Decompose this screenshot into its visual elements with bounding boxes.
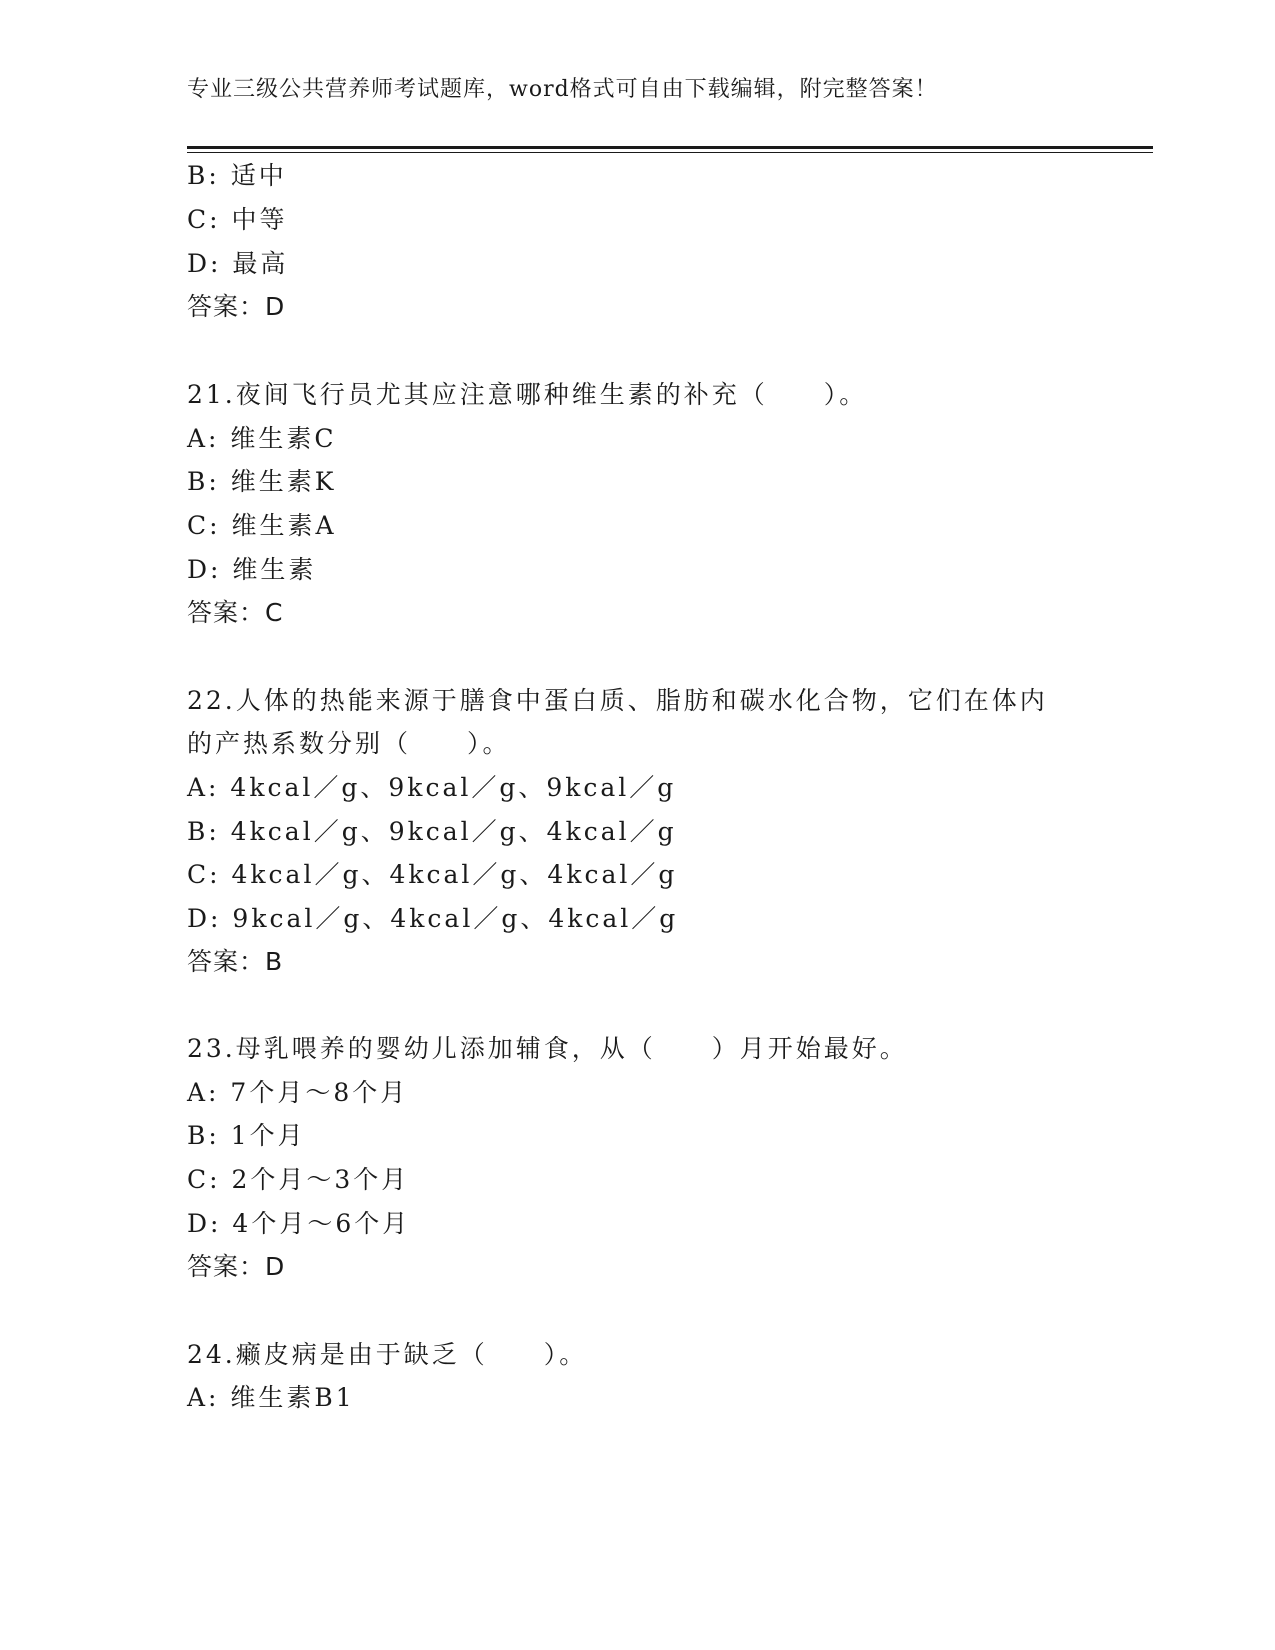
option-d: D: 4个月～6个月	[187, 1209, 411, 1238]
option-a: A: 维生素B1	[187, 1383, 355, 1412]
question-stem: 22.人体的热能来源于膳食中蛋白质、脂肪和碳水化合物，它们在体内	[187, 686, 1048, 715]
option-c: C: 维生素A	[187, 511, 337, 540]
option-b: B: 1个月	[187, 1121, 306, 1150]
option-c: C: 4kcal／g、4kcal／g、4kcal／g	[187, 860, 678, 889]
option-a: A: 7个月～8个月	[187, 1078, 409, 1107]
header-rule-thick	[187, 146, 1153, 149]
option-b: B: 适中	[187, 161, 287, 190]
option-d: D: 9kcal／g、4kcal／g、4kcal／g	[187, 904, 679, 933]
question-stem-continued: 的产热系数分别（ ）。	[187, 729, 511, 758]
option-d: D: 最高	[187, 249, 289, 278]
header-rule-thin	[187, 152, 1153, 153]
option-d: D: 维生素	[187, 555, 317, 584]
question-stem: 21.夜间飞行员尤其应注意哪种维生素的补充（ ）。	[187, 380, 868, 409]
option-c: C: 中等	[187, 205, 288, 234]
question-stem: 24.癞皮病是由于缺乏（ ）。	[187, 1340, 588, 1369]
document-header: 专业三级公共营养师考试题库，word格式可自由下载编辑，附完整答案！	[187, 77, 938, 102]
option-a: A: 4kcal／g、9kcal／g、9kcal／g	[187, 773, 677, 802]
answer: 答案：C	[187, 598, 284, 627]
option-c: C: 2个月～3个月	[187, 1165, 410, 1194]
question-stem: 23.母乳喂养的婴幼儿添加辅食，从（ ）月开始最好。	[187, 1034, 908, 1063]
option-b: B: 4kcal／g、9kcal／g、4kcal／g	[187, 817, 677, 846]
answer: 答案：D	[187, 1252, 286, 1281]
option-b: B: 维生素K	[187, 467, 337, 496]
answer: 答案：B	[187, 947, 284, 976]
answer: 答案：D	[187, 292, 286, 321]
option-a: A: 维生素C	[187, 424, 337, 453]
